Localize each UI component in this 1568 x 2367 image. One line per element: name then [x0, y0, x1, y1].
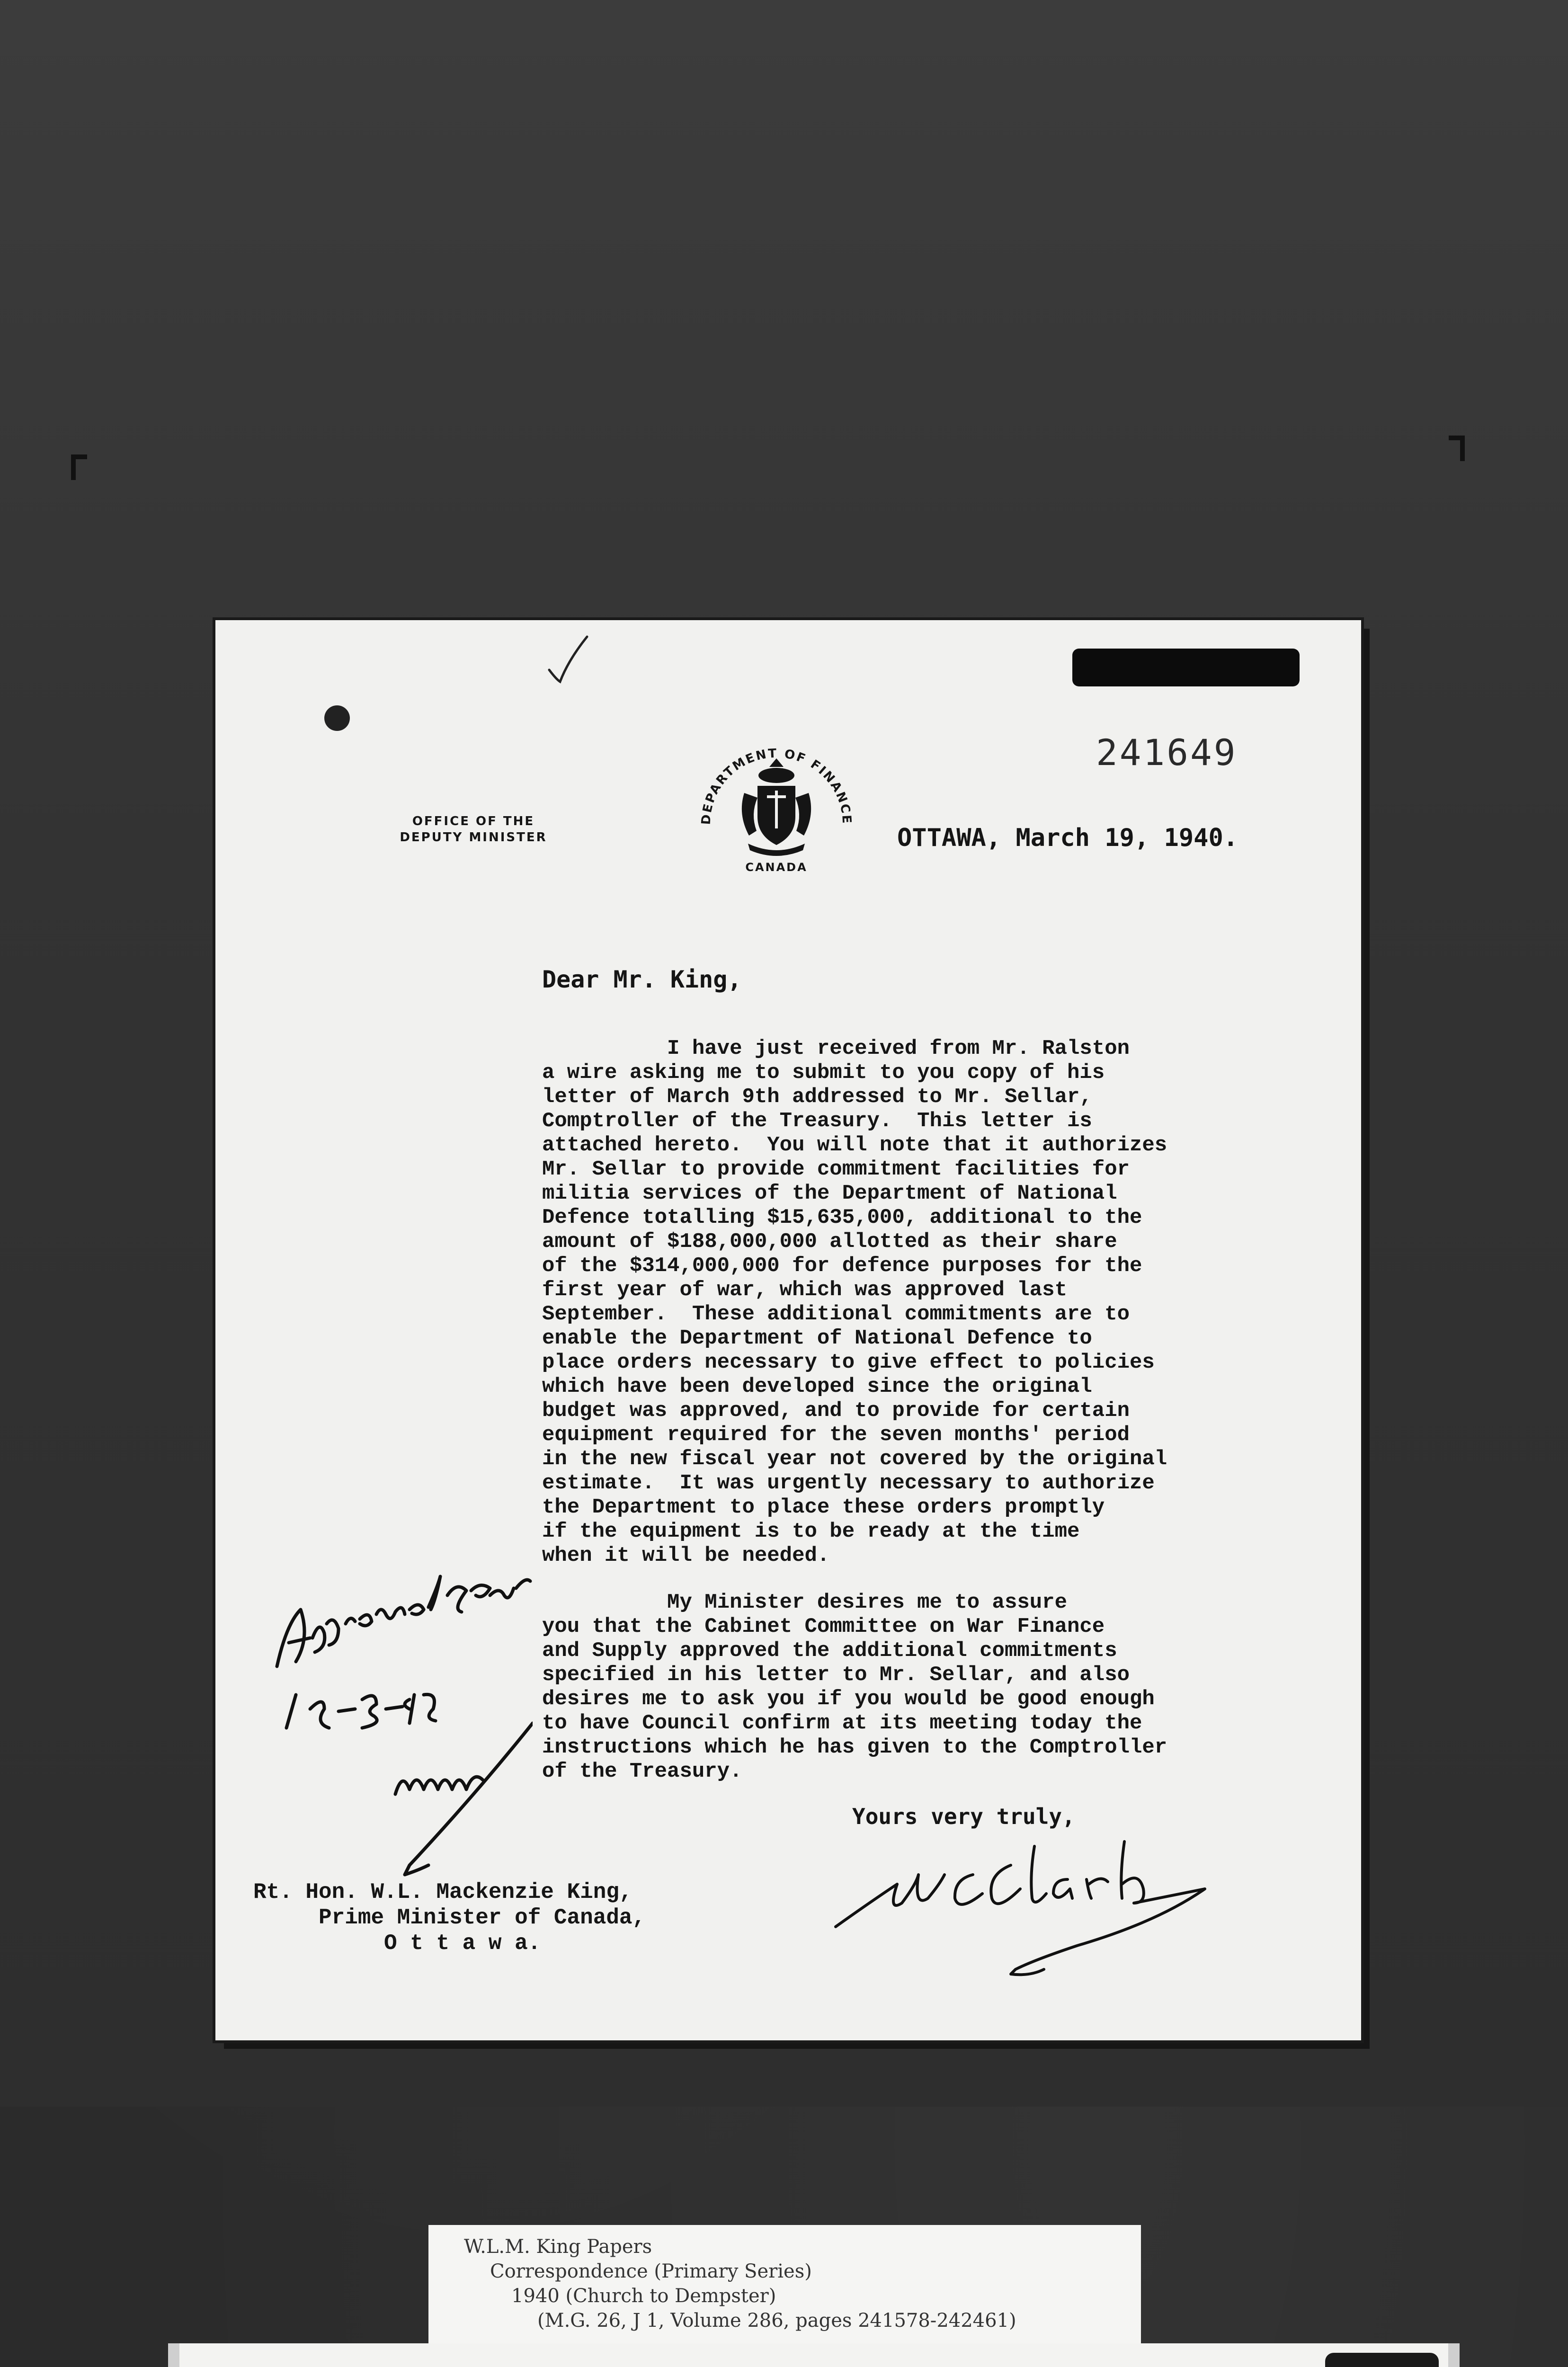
dateline: OTTAWA, March 19, 1940. — [897, 824, 1238, 852]
document-number: 241649 — [1096, 731, 1238, 774]
office-heading — [388, 813, 559, 845]
body-paragraph-1: I have just received from Mr. Ralston a wire asking me to submit to you copy of his letter of March 9th addressed to Mr. Sellar, Comptroller of the Treasury. This letter is attached hereto. You will note that it authorizes Mr. Sellar to provide commitment facilities for militia services of the Department of National Defence totalling $15,635,000, additional to the amount of $188,000,000 allotted as their share of the $314,000,000 for defence purposes for the first year of war, which was approved last September. These additional commitments are to enable the Department of National Defence to place orders necessary to give effect to policies which have been developed since the original budget was approved, and to provide for certain equipment required for the seven months' period in the new fiscal year not covered by the original estimate. It was urgently necessary to authorize the Department to place these orders promptly if the equipment is to be ready at the time when it will be needed. — [542, 1037, 1167, 1567]
body-paragraph-2: My Minister desires me to assure you that the Cabinet Committee on War Finance and Supply approved the additional commitments specified in his letter to Mr. Sellar, and also desires me to ask you if you would be good enough to have Council confirm at its meeting today the instructions which he has given to the Comptroller of the Treasury. — [542, 1591, 1167, 1783]
crest-text-top: DEPARTMENT OF FINANCE — [699, 746, 854, 826]
archives-banner — [168, 2343, 1460, 2367]
closing: Yours very truly, — [852, 1804, 1075, 1829]
department-crest — [682, 715, 871, 904]
label-range: 1940 (Church to Dempster) — [511, 2285, 776, 2307]
frame-corner-mark-left — [71, 454, 87, 480]
crest-text-bottom: CANADA — [745, 861, 808, 874]
office-line-2: DEPUTY MINISTER — [400, 830, 547, 845]
signature-wc-clark — [831, 1832, 1247, 1993]
microfilm-logo — [1325, 2353, 1439, 2367]
m-logo-icon — [1325, 2353, 1439, 2367]
office-line-1: OFFICE OF THE — [412, 814, 535, 828]
handwritten-approval-note — [267, 1567, 533, 1889]
label-reference: (M.G. 26, J 1, Volume 286, pages 241578-242461) — [537, 2310, 1016, 2331]
redaction-bar — [1072, 649, 1300, 686]
label-collection: W.L.M. King Papers — [464, 2236, 652, 2258]
coat-of-arms-icon — [742, 758, 811, 856]
frame-corner-mark-right — [1449, 436, 1465, 461]
punch-hole — [324, 705, 350, 731]
letter-sheet — [215, 620, 1361, 2040]
archive-label-card — [428, 2225, 1141, 2348]
addressee-block: Rt. Hon. W.L. Mackenzie King, Prime Minister of Canada, O t t a w a. — [253, 1880, 646, 1956]
checkmark-icon — [547, 634, 589, 686]
salutation: Dear Mr. King, — [542, 966, 742, 993]
label-series: Correspondence (Primary Series) — [490, 2260, 812, 2282]
